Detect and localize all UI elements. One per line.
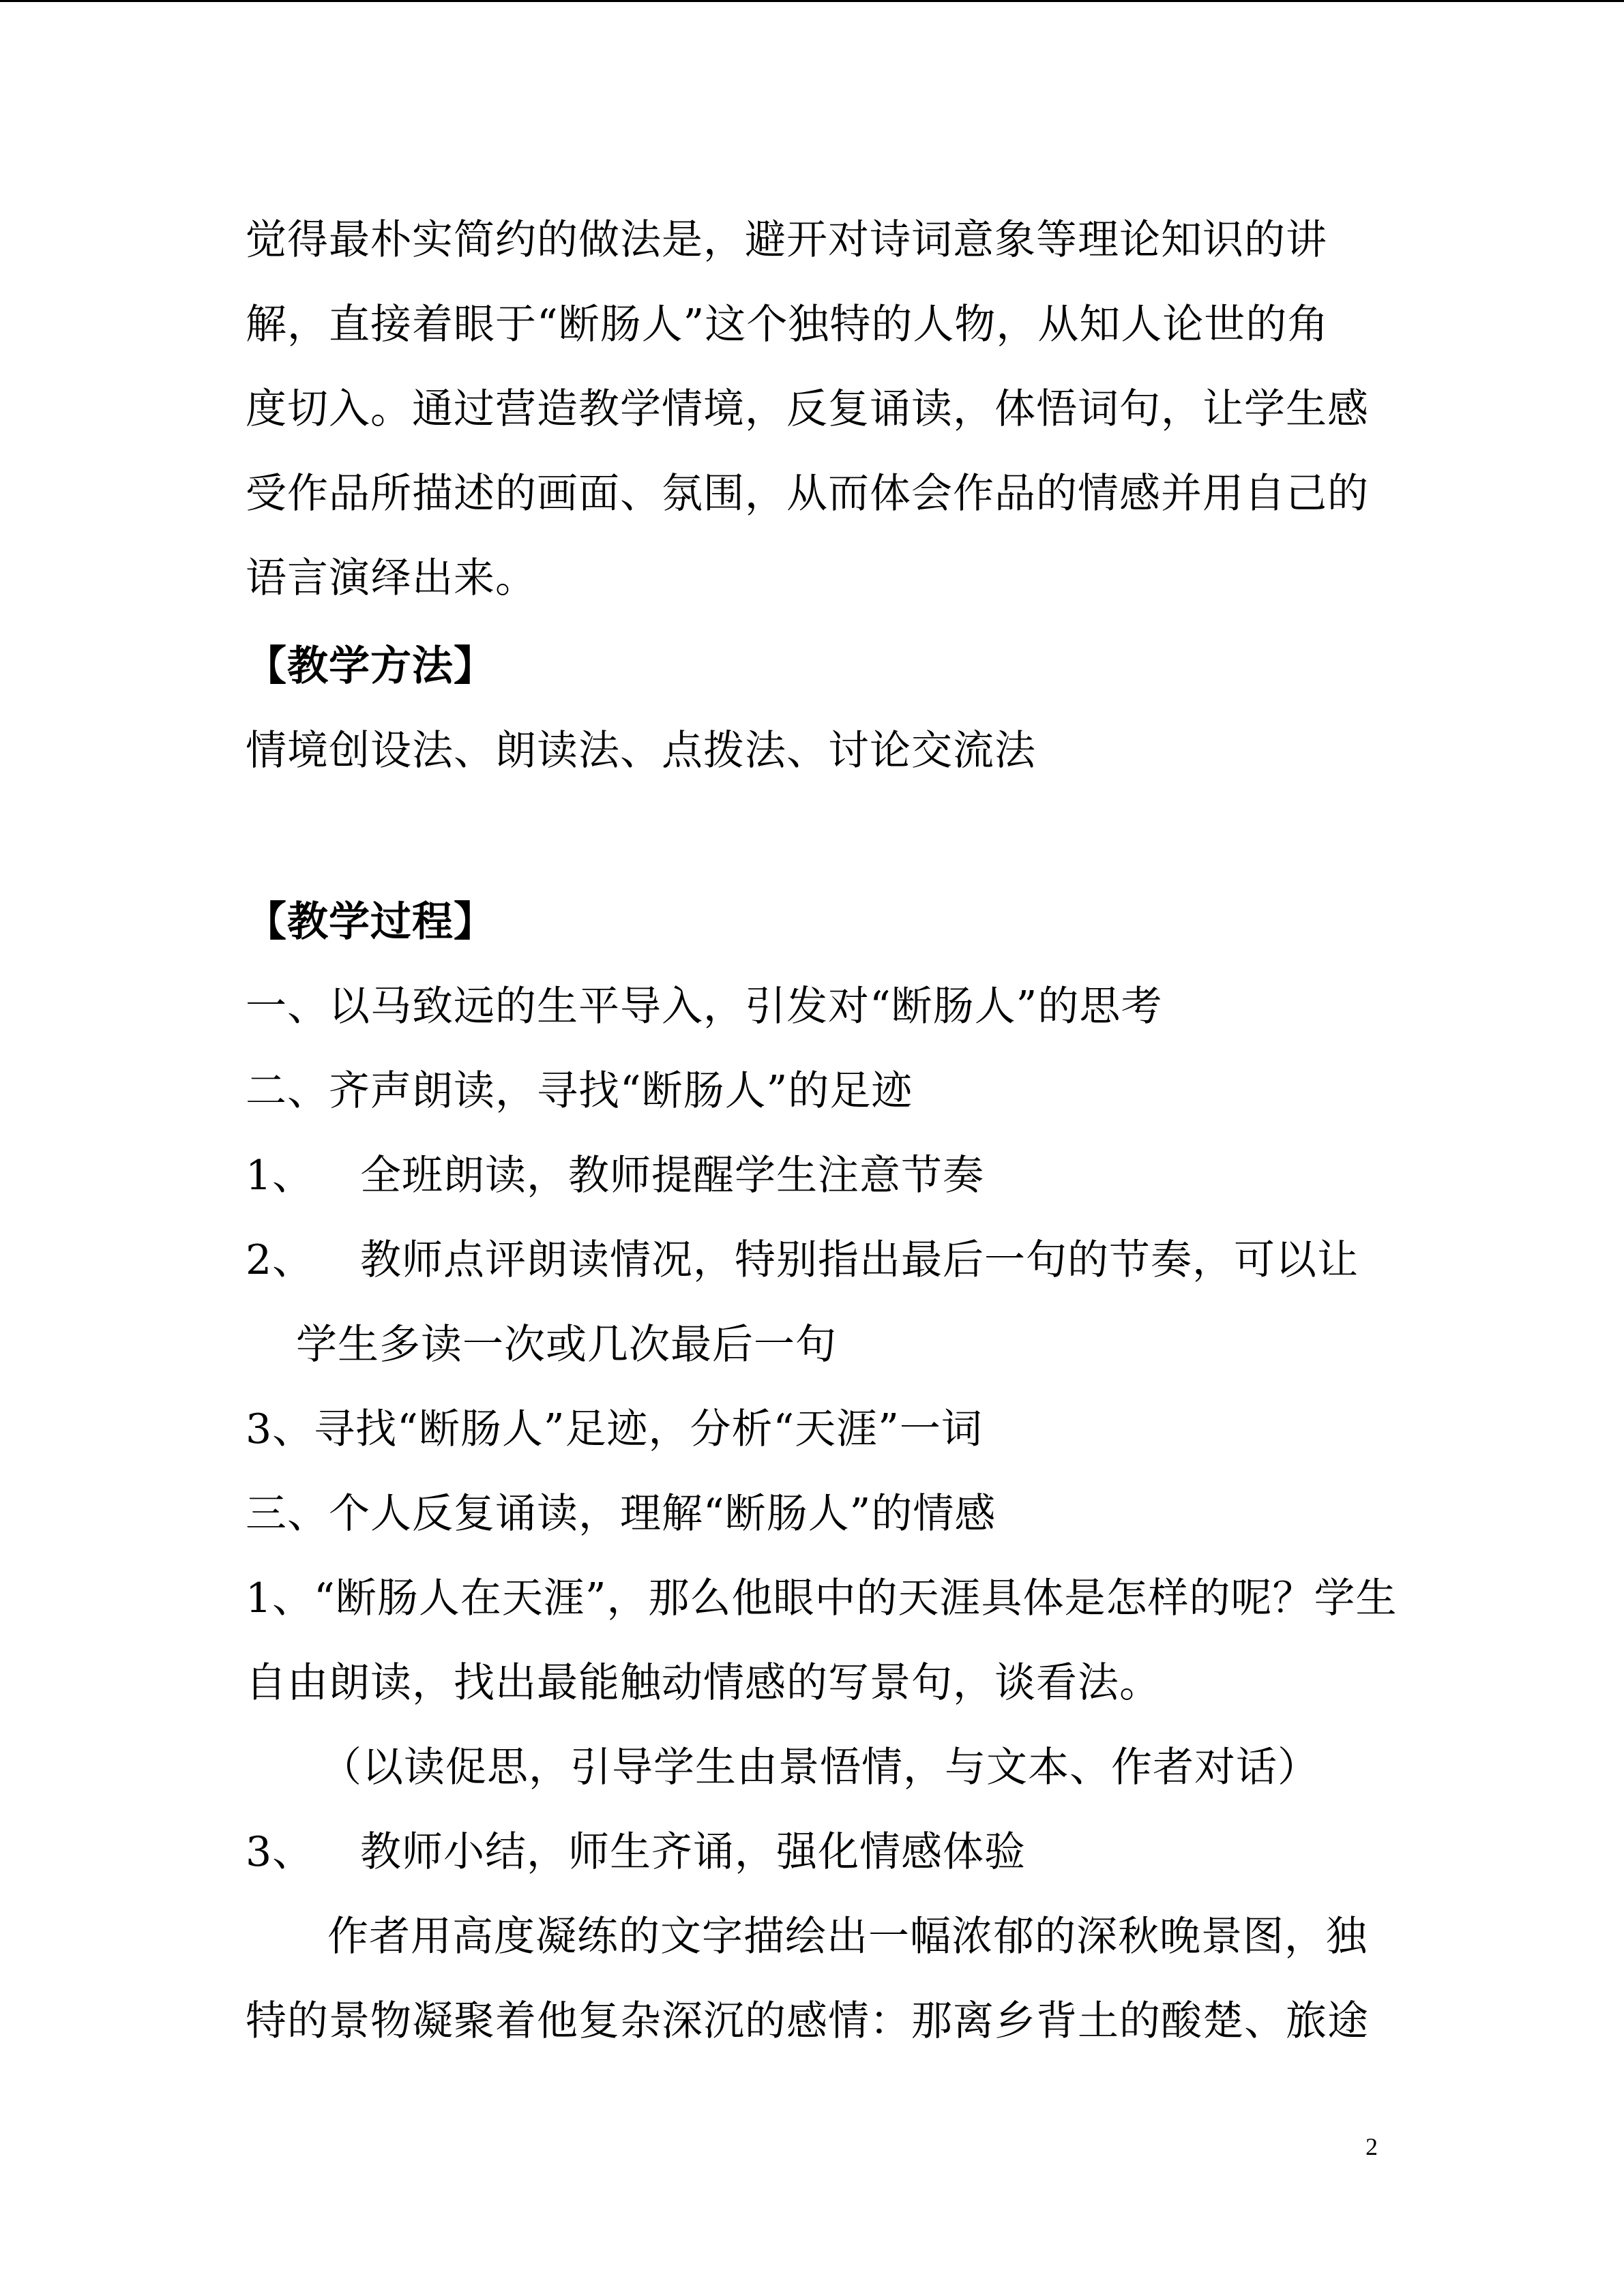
paragraph-line: 解，直接着眼于“断肠人”这个独特的人物，从知人论世的角 <box>246 301 1329 348</box>
list-number: 3、 <box>246 1828 314 1876</box>
paragraph-line: 觉得最朴实简约的做法是，避开对诗词意象等理论知识的讲 <box>246 216 1327 264</box>
list-item-continuation: 学生多读一次或几次最后一句 <box>296 1321 837 1369</box>
page-number: 2 <box>1365 2133 1378 2160</box>
list-item-continuation: 自由朗读，找出最能触动情感的写景句，谈看法。 <box>246 1659 1161 1707</box>
process-step-1: 一、以马致远的生平导入，引发对“断肠人”的思考 <box>246 983 1163 1030</box>
list-item <box>246 1233 1359 1287</box>
list-item-text: 教师点评朗读情况，特别指出最后一句的节奏，可以让 <box>360 1236 1359 1284</box>
list-item: 1、“断肠人在天涯”，那么他眼中的天涯具体是怎样的呢？学生 <box>246 1575 1398 1622</box>
section-heading-process: 【教学过程】 <box>246 898 495 946</box>
paragraph-line: 语言演绎出来。 <box>246 554 537 602</box>
list-item <box>246 1148 984 1203</box>
methods-list: 情境创设法、朗读法、点拨法、讨论交流法 <box>246 727 1036 775</box>
paragraph-line: 特的景物凝聚着他复杂深沉的感情：那离乡背土的酸楚、旅途 <box>246 1997 1369 2045</box>
list-number: 2、 <box>246 1236 314 1284</box>
list-number: 1、 <box>246 1152 314 1199</box>
section-heading-methods: 【教学方法】 <box>246 642 495 690</box>
annotation-note: （以读促思，引导学生由景悟情，与文本、作者对话） <box>321 1744 1319 1791</box>
paragraph-line: 受作品所描述的画面、氛围，从而体会作品的情感并用自己的 <box>246 470 1369 518</box>
paragraph-line: 作者用高度凝练的文字描绘出一幅浓郁的深秋晚景图，独 <box>327 1913 1368 1960</box>
paragraph-line: 度切入。通过营造教学情境，反复诵读，体悟词句，让学生感 <box>246 385 1369 433</box>
process-step-3: 三、个人反复诵读，理解“断肠人”的情感 <box>246 1490 996 1538</box>
list-item-text: 教师小结，师生齐诵，强化情感体验 <box>360 1828 1026 1876</box>
list-item: 3、寻找“断肠人”足迹，分析“天涯”一词 <box>246 1405 983 1453</box>
list-item-text: 全班朗读，教师提醒学生注意节奏 <box>360 1152 984 1199</box>
process-step-2: 二、齐声朗读，寻找“断肠人”的足迹 <box>246 1067 913 1115</box>
list-item <box>246 1825 1026 1879</box>
